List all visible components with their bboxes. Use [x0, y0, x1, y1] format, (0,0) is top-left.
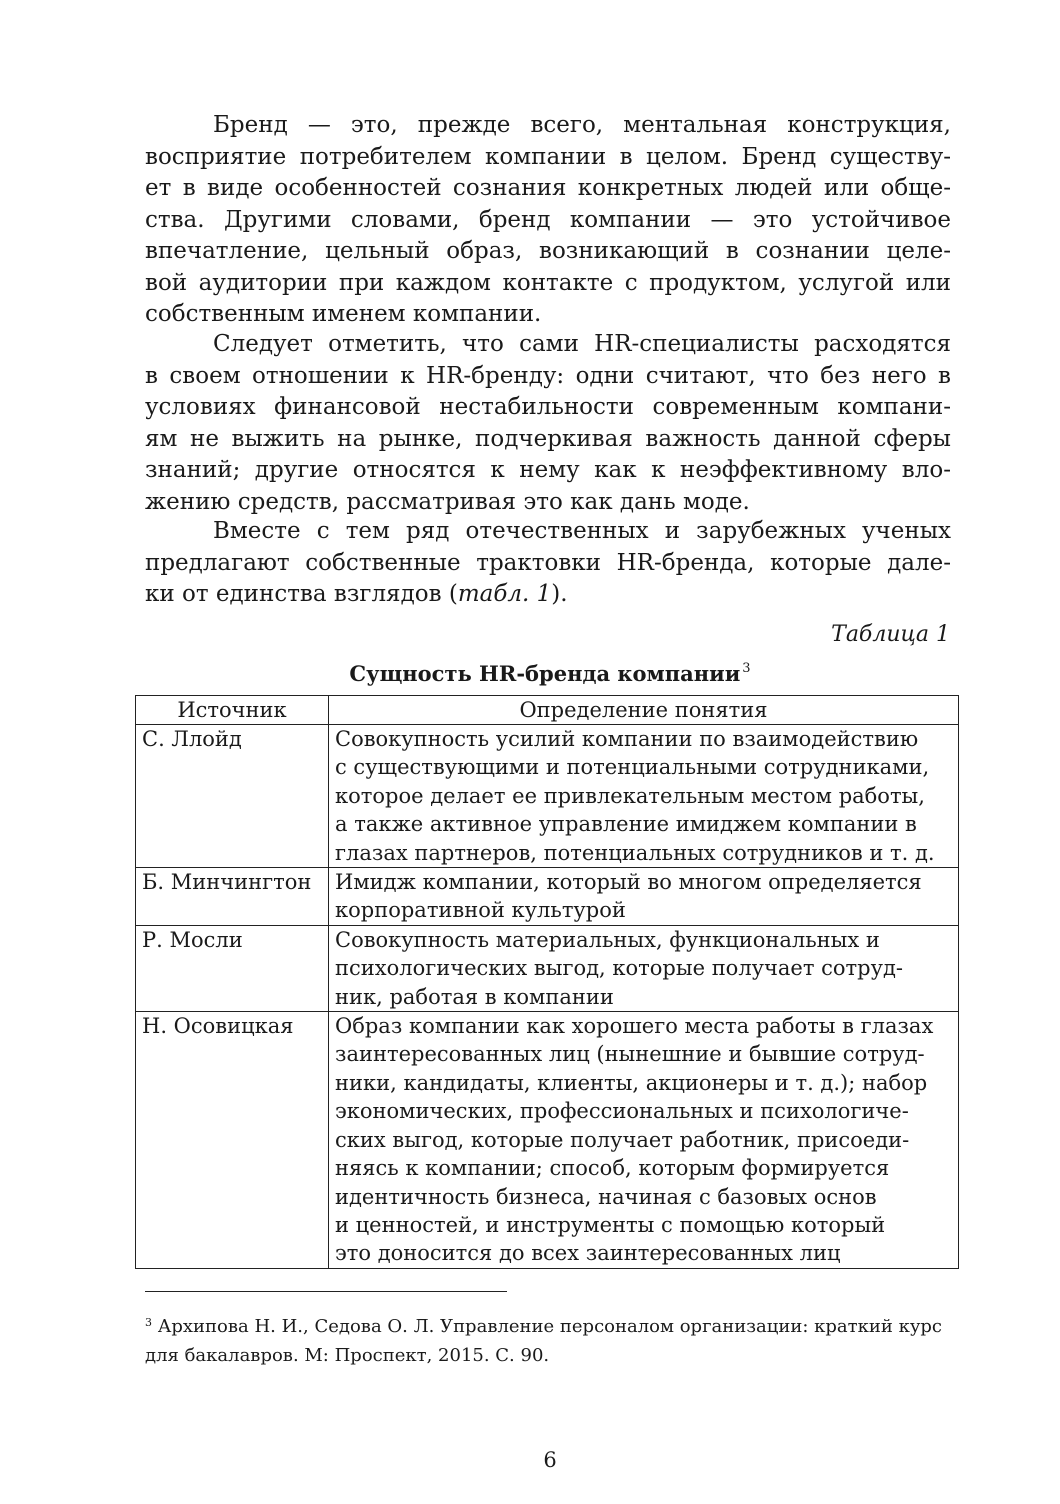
- page-number: 6: [543, 1448, 557, 1472]
- definition-line: Совокупность усилий компании по взаимодействию: [335, 727, 919, 751]
- definition-line: Образ компании как хорошего места работы в глазах: [335, 1014, 934, 1039]
- definition-line: которое делает ее привлекательным местом работы,: [335, 783, 925, 808]
- table-caption: Таблица 1: [831, 622, 950, 647]
- cell-source: С. Ллойд: [136, 725, 329, 868]
- table-row: [136, 925, 959, 1011]
- definition-line: няясь к компании; способ, которым формируется: [335, 1156, 890, 1181]
- paragraph-brand-definition: [145, 110, 951, 331]
- text-line: вой аудитории при каждом контакте с продуктом, услугой или: [145, 269, 951, 296]
- footnote-mark: 3: [145, 1316, 152, 1329]
- table-row: [136, 725, 959, 868]
- text-fragment: ки от единства взглядов (: [145, 581, 458, 607]
- footnote: [145, 1308, 951, 1370]
- definition-line: психологических выгод, которые получает сотруд-: [335, 956, 903, 981]
- cell-source: Б. Минчингтон: [136, 868, 329, 926]
- cell-definition: [329, 1012, 959, 1269]
- text-line: условиях финансовой нестабильности современным компани-: [145, 394, 951, 420]
- text-line: в своем отношении к HR-бренду: одни считают, что без него в: [145, 362, 951, 389]
- definition-line: корпоративной культурой: [335, 898, 626, 923]
- definition-line: ских выгод, которые получает работник, присоеди-: [335, 1127, 910, 1152]
- definition-line: ник, работая в компании: [335, 984, 614, 1009]
- cell-source: Р. Мосли: [136, 925, 329, 1011]
- paragraph-hr-opinions: [145, 329, 951, 518]
- definition-line: а также активное управление имиджем компании в: [335, 812, 917, 837]
- footnote-text: Архипова Н. И., Седова О. Л. Управление персоналом организации: краткий курс для бакалавров. М: Проспект, 2015. С. 90.: [145, 1316, 943, 1366]
- definition-line: и ценностей, и инструменты с помощью который: [335, 1212, 886, 1237]
- definition-line: это доносится до всех заинтересованных лиц: [335, 1241, 841, 1266]
- paragraph-interpretations: [145, 516, 951, 611]
- definition-line: с существующими и потенциальными сотрудниками,: [335, 755, 930, 780]
- footnote-ref: 3: [742, 661, 751, 676]
- hr-brand-table: [135, 695, 959, 1269]
- definition-line: Совокупность материальных, функциональных и: [335, 927, 880, 952]
- table-header-row: [136, 696, 959, 725]
- definition-line: идентичность бизнеса, начиная с базовых основ: [335, 1184, 877, 1209]
- text-line: знаний; другие относятся к нему как к неэффективному вло-: [145, 457, 951, 483]
- definition-line: заинтересованных лиц (нынешние и бывшие сотруд-: [335, 1042, 925, 1067]
- table-reference: табл. 1: [457, 581, 552, 607]
- cell-definition: [329, 868, 959, 926]
- cell-definition: [329, 925, 959, 1011]
- header-source: Источник: [136, 696, 329, 725]
- footnote-divider: [145, 1291, 507, 1292]
- table-title-text: Сущность HR-бренда компании: [349, 661, 741, 686]
- text-fragment: ).: [551, 581, 568, 607]
- text-line: ет в виде особенностей сознания конкретных людей или обще-: [145, 175, 951, 201]
- definition-line: глазах партнеров, потенциальных сотрудников и т. д.: [335, 840, 935, 865]
- text-line: Вместе с тем ряд отечественных и зарубежных ученых: [213, 518, 951, 544]
- table-row: [136, 868, 959, 926]
- header-definition: Определение понятия: [329, 696, 959, 725]
- text-line: восприятие потребителем компании в целом. Бренд существу-: [145, 143, 951, 170]
- table-title: [0, 661, 1060, 686]
- text-line: предлагают собственные трактовки HR-бренда, которые дале-: [145, 549, 951, 576]
- text-line: ям не выжить на рынке, подчеркивая важность данной сферы: [145, 425, 951, 452]
- text-line: жению средств, рассматривая это как дань моде.: [145, 488, 750, 515]
- cell-source: Н. Осовицкая: [136, 1012, 329, 1269]
- text-line: [145, 579, 951, 611]
- text-line: ства. Другими словами, бренд компании — это устойчивое: [145, 206, 951, 233]
- definition-line: экономических, профессиональных и психологиче-: [335, 1099, 909, 1124]
- text-line: Следует отметить, что сами HR-специалисты расходятся: [213, 331, 951, 357]
- definition-line: Имидж компании, который во многом определяется: [335, 870, 922, 895]
- text-line: собственным именем компании.: [145, 301, 542, 327]
- table-row: [136, 1012, 959, 1269]
- definition-line: ники, кандидаты, клиенты, акционеры и т. д.); набор: [335, 1070, 928, 1095]
- text-line: впечатление, цельный образ, возникающий в сознании целе-: [145, 238, 951, 264]
- text-line: Бренд — это, прежде всего, ментальная конструкция,: [213, 112, 951, 138]
- cell-definition: [329, 725, 959, 868]
